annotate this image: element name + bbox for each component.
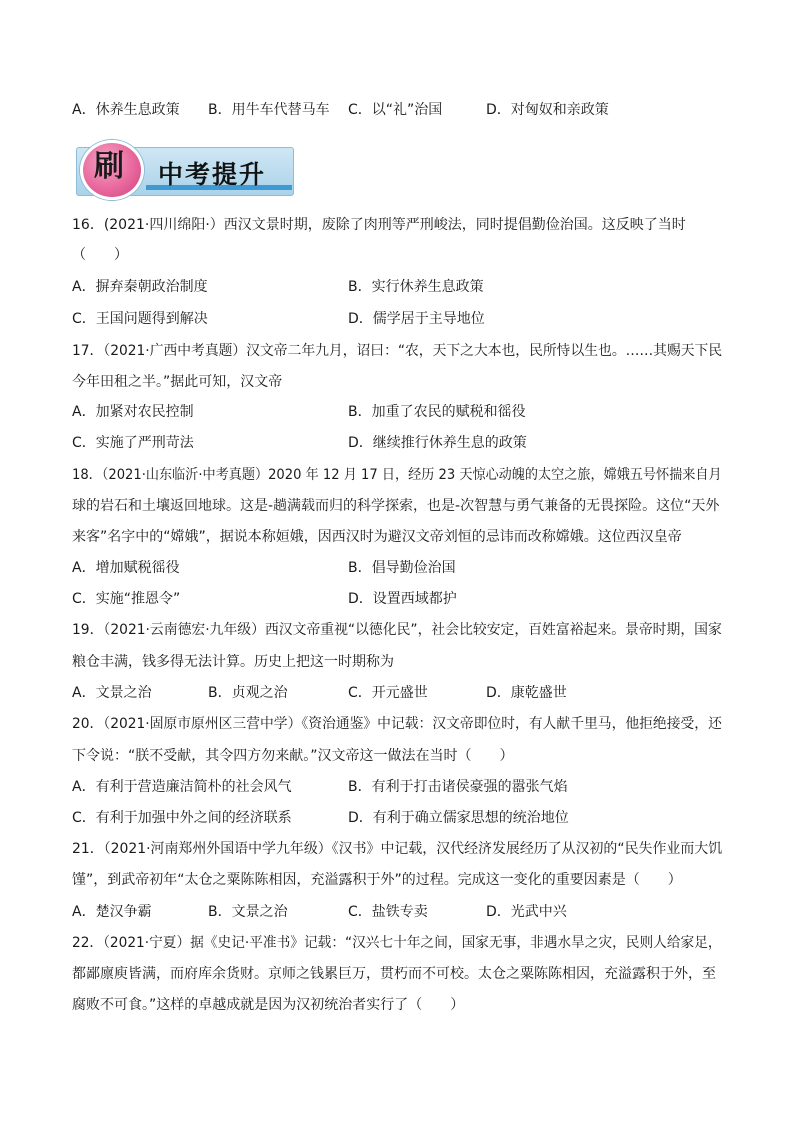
banner-title: 中考提升 [158, 160, 267, 189]
q20-option-b: B．有利于打击诸侯豪强的嚣张气焰 [348, 779, 568, 795]
q17-option-d: D．继续推行休养生息的政策 [348, 435, 527, 451]
q22-stem-line-2: 都鄙廪庾皆满，而府库余货财。京师之钱累巨万，贯朽而不可校。太仓之粟陈陈相因，充溢露积于外，至 [72, 966, 716, 982]
section-banner [76, 139, 294, 197]
q16-option-d: D．儒学居于主导地位 [348, 311, 485, 327]
q22-stem-line-3: 腐败不可食。”这样的卓越成就是因为汉初统治者实行了（ ） [72, 997, 465, 1013]
q19-stem-line-1: 19．（2021·云南德宏·九年级）西汉文帝重视“以德化民”，社会比较安定，百姓富裕起来。景帝时期，国家 [72, 622, 722, 638]
q20-option-a: A．有利于营造廉洁简朴的社会风气 [72, 779, 292, 795]
q18-option-d: D．设置西域都护 [348, 591, 457, 607]
q20-stem-line-2: 下令说：“朕不受献，其令四方勿来献。”汉文帝这一做法在当时（ ） [72, 748, 514, 764]
q19-option-b: B．贞观之治 [208, 685, 288, 701]
option-b: B．用牛车代替马车 [208, 102, 330, 118]
badge-char: 刷 [94, 149, 124, 184]
q18-option-a: A．增加赋税徭役 [72, 560, 180, 576]
q22-stem-line-1: 22．（2021·宁夏）据《史记·平准书》记载：“汉兴七十年之间，国家无事，非遇水旱之灾，民则人给家足， [72, 935, 722, 951]
q16-option-b: B．实行休养生息政策 [348, 279, 484, 295]
q17-stem-line-1: 17．（2021·广西中考真题）汉文帝二年九月，诏曰：“农，天下之大本也，民所恃以生也。……其赐天下民 [72, 343, 723, 359]
q17-stem-line-2: 今年田租之半。”据此可知，汉文帝 [72, 374, 283, 390]
q18-stem-line-2: 球的岩石和土壤返回地球。这是-趟满载而归的科学探索，也是-次智慧与勇气兼备的无畏探险。这位“天外 [72, 498, 720, 514]
option-a: A．休养生息政策 [72, 102, 180, 118]
option-d: D．对匈奴和亲政策 [486, 102, 609, 118]
q17-option-c: C．实施了严刑苛法 [72, 435, 194, 451]
q19-stem-line-2: 粮仓丰满，钱多得无法计算。历史上把这一时期称为 [72, 654, 394, 670]
q17-option-b: B．加重了农民的赋税和徭役 [348, 404, 526, 420]
q17-option-a: A．加紧对农民控制 [72, 404, 194, 420]
q18-option-b: B．倡导勤俭治国 [348, 560, 456, 576]
q20-option-c: C．有利于加强中外之间的经济联系 [72, 810, 292, 826]
q19-option-c: C．开元盛世 [348, 685, 428, 701]
q21-option-c: C．盐铁专卖 [348, 904, 428, 920]
q18-stem-line-1: 18．（2021·山东临沂·中考真题）2020 年 12 月 17 日，经历 23 天惊心动魄的太空之旅，嫦娥五号怀揣来自月 [72, 467, 722, 483]
badge [76, 139, 152, 197]
q18-option-c: C．实施“推恩令” [72, 591, 181, 607]
q16-stem-line-2: （ ） [72, 247, 128, 263]
q16-stem-line-1: 16．(2021·四川绵阳·）西汉文景时期，废除了肉刑等严刑峻法，同时提倡勤俭治国。这反映了当时 [72, 217, 686, 233]
q21-option-a: A．楚汉争霸 [72, 904, 152, 920]
q21-option-b: B．文景之治 [208, 904, 288, 920]
q21-stem-line-1: 21．（2021·河南郑州外国语中学九年级）《汉书》中记载，汉代经济发展经历了从汉初的“民失作业而大饥 [72, 841, 723, 857]
option-c: C．以“礼”治国 [348, 102, 443, 118]
q21-option-d: D．光武中兴 [486, 904, 567, 920]
q16-option-a: A．摒弃秦朝政治制度 [72, 279, 208, 295]
q19-option-d: D．康乾盛世 [486, 685, 567, 701]
q18-stem-line-3: 来客”名字中的“嫦娥”，据说本称姮娥，因西汉时为避汉文帝刘恒的忌讳而改称嫦娥。这位西汉皇帝 [72, 529, 682, 545]
q20-stem-line-1: 20．（2021·固原市原州区三营中学）《资治通鉴》中记载：汉文帝即位时，有人献千里马，他拒绝接受，还 [72, 716, 722, 732]
q20-option-d: D．有利于确立儒家思想的统治地位 [348, 810, 569, 826]
q16-option-c: C．王国问题得到解决 [72, 311, 208, 327]
q19-option-a: A．文景之治 [72, 685, 152, 701]
q21-stem-line-2: 馑”，到武帝初年“太仓之粟陈陈相因，充溢露积于外”的过程。完成这一变化的重要因素是（ ） [72, 872, 682, 888]
